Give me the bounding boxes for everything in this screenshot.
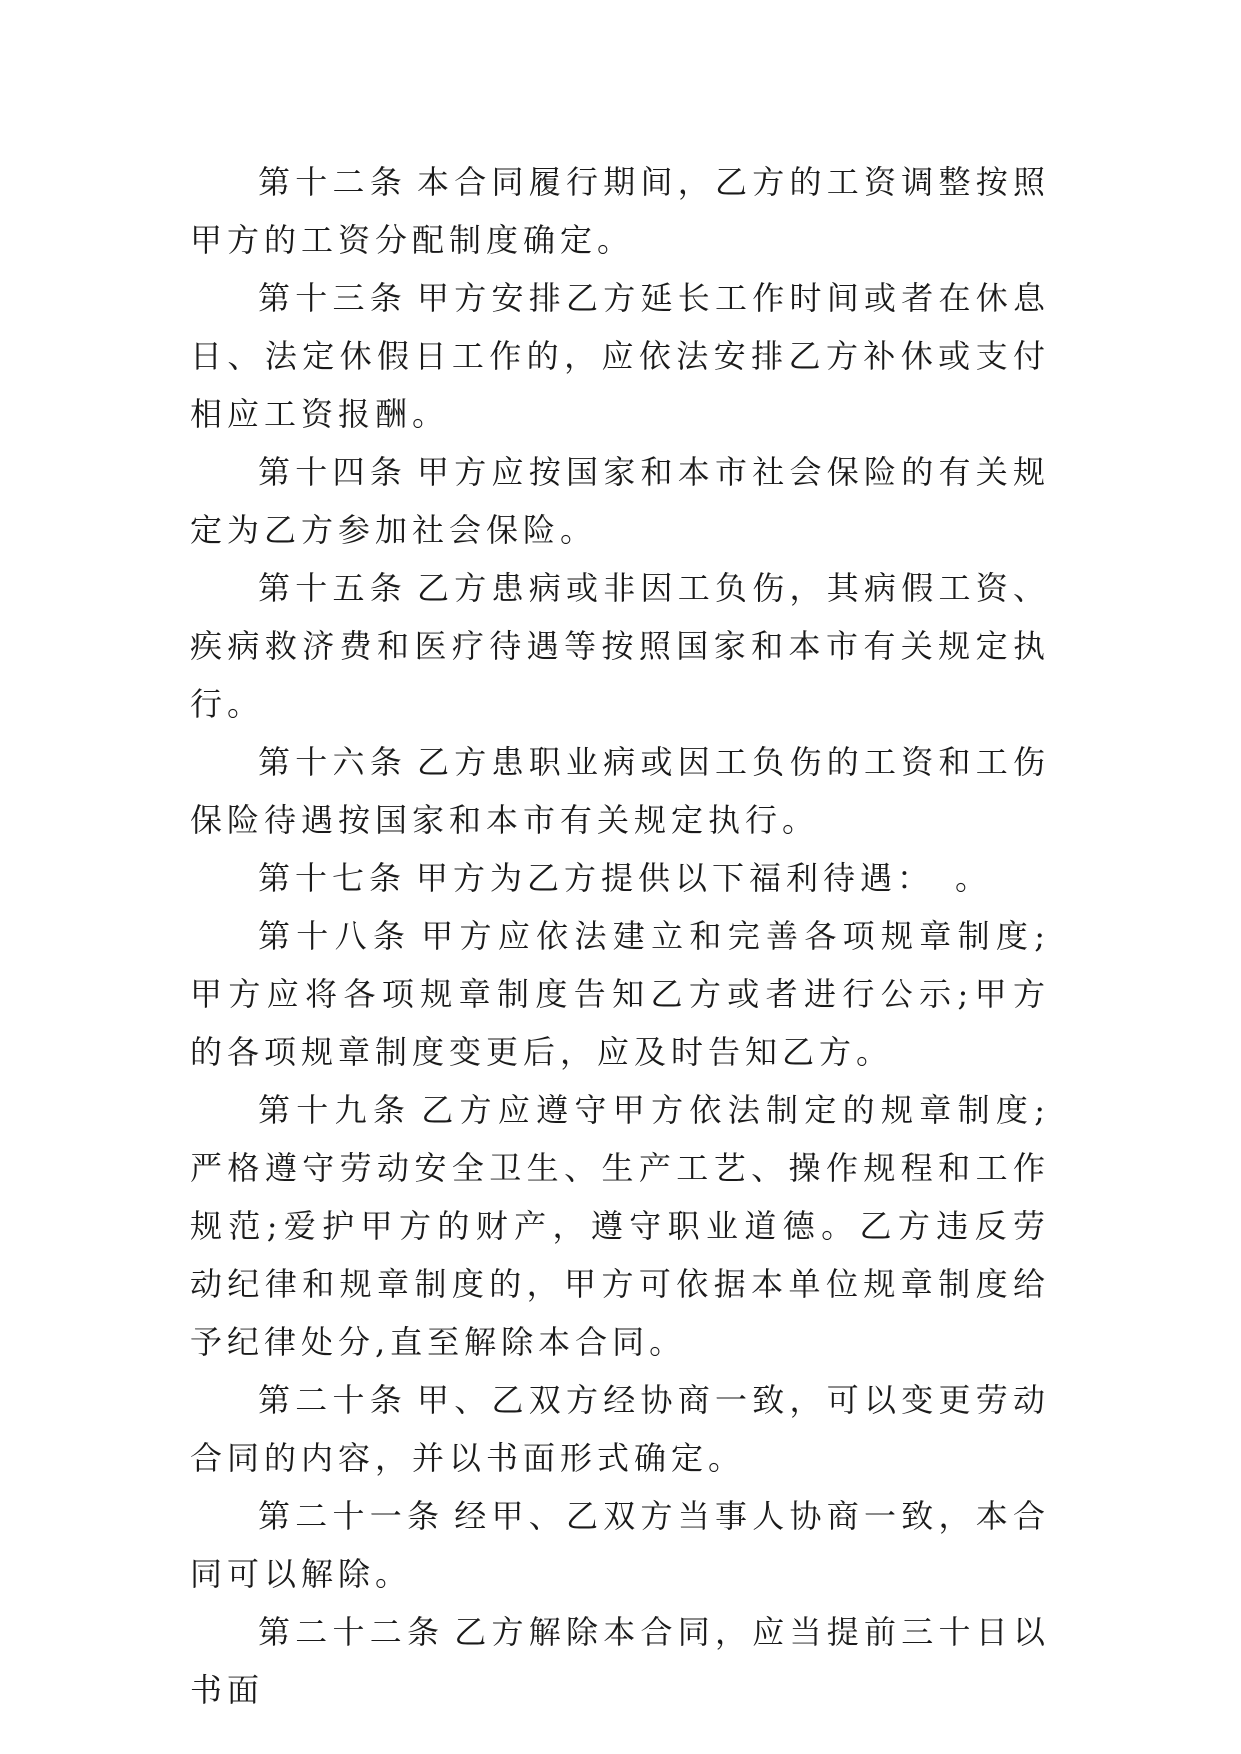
article-number: 第十五条 — [258, 569, 407, 607]
article-text: 经甲、乙双方当事人协商一致，本合同可以解除。 — [190, 1497, 1050, 1593]
article-text: 甲方应依法建立和完善各项规章制度;甲方应将各项规章制度告知乙方或者进行公示;甲方的各项规章制度变更后，应及时告知乙方。 — [190, 917, 1050, 1071]
article-text: 乙方应遵守甲方依法制定的规章制度;严格遵守劳动安全卫生、生产工艺、操作规程和工作规范;爱护甲方的财产，遵守职业道德。乙方违反劳动纪律和规章制度的，甲方可依据本单位规章制度给予纪律处分,直至解除本合同。 — [190, 1091, 1050, 1361]
article-14 — [190, 443, 1050, 559]
article-20 — [190, 1371, 1050, 1487]
article-18 — [190, 907, 1050, 1081]
article-text: 甲、乙双方经协商一致，可以变更劳动合同的内容，并以书面形式确定。 — [190, 1381, 1050, 1477]
article-number: 第十三条 — [258, 279, 407, 317]
article-19 — [190, 1081, 1050, 1371]
article-17 — [190, 849, 1050, 907]
article-15 — [190, 559, 1050, 733]
article-number: 第二十一条 — [258, 1497, 445, 1535]
article-number: 第十二条 — [258, 163, 407, 201]
article-number: 第十四条 — [258, 453, 407, 491]
article-number: 第二十条 — [258, 1381, 407, 1419]
article-16 — [190, 733, 1050, 849]
article-text: 乙方患病或非因工负伤，其病假工资、疾病救济费和医疗待遇等按照国家和本市有关规定执行。 — [190, 569, 1050, 723]
article-number: 第十九条 — [258, 1091, 412, 1129]
article-21 — [190, 1487, 1050, 1603]
article-number: 第十八条 — [258, 917, 412, 955]
article-number: 第十七条 — [258, 859, 407, 897]
article-text: 乙方患职业病或因工负伤的工资和工伤保险待遇按国家和本市有关规定执行。 — [190, 743, 1050, 839]
article-12 — [190, 153, 1050, 269]
article-13 — [190, 269, 1050, 443]
article-text: 甲方为乙方提供以下福利待遇： 。 — [416, 859, 993, 897]
article-text: 甲方安排乙方延长工作时间或者在休息日、法定休假日工作的，应依法安排乙方补休或支付相应工资报酬。 — [190, 279, 1050, 433]
article-text: 乙方解除本合同，应当提前三十日以书面 — [190, 1613, 1050, 1709]
article-number: 第二十二条 — [258, 1613, 445, 1651]
article-text: 本合同履行期间，乙方的工资调整按照甲方的工资分配制度确定。 — [190, 163, 1050, 259]
article-number: 第十六条 — [258, 743, 407, 781]
contract-body — [190, 153, 1050, 1719]
article-text: 甲方应按国家和本市社会保险的有关规定为乙方参加社会保险。 — [190, 453, 1050, 549]
article-22 — [190, 1603, 1050, 1719]
